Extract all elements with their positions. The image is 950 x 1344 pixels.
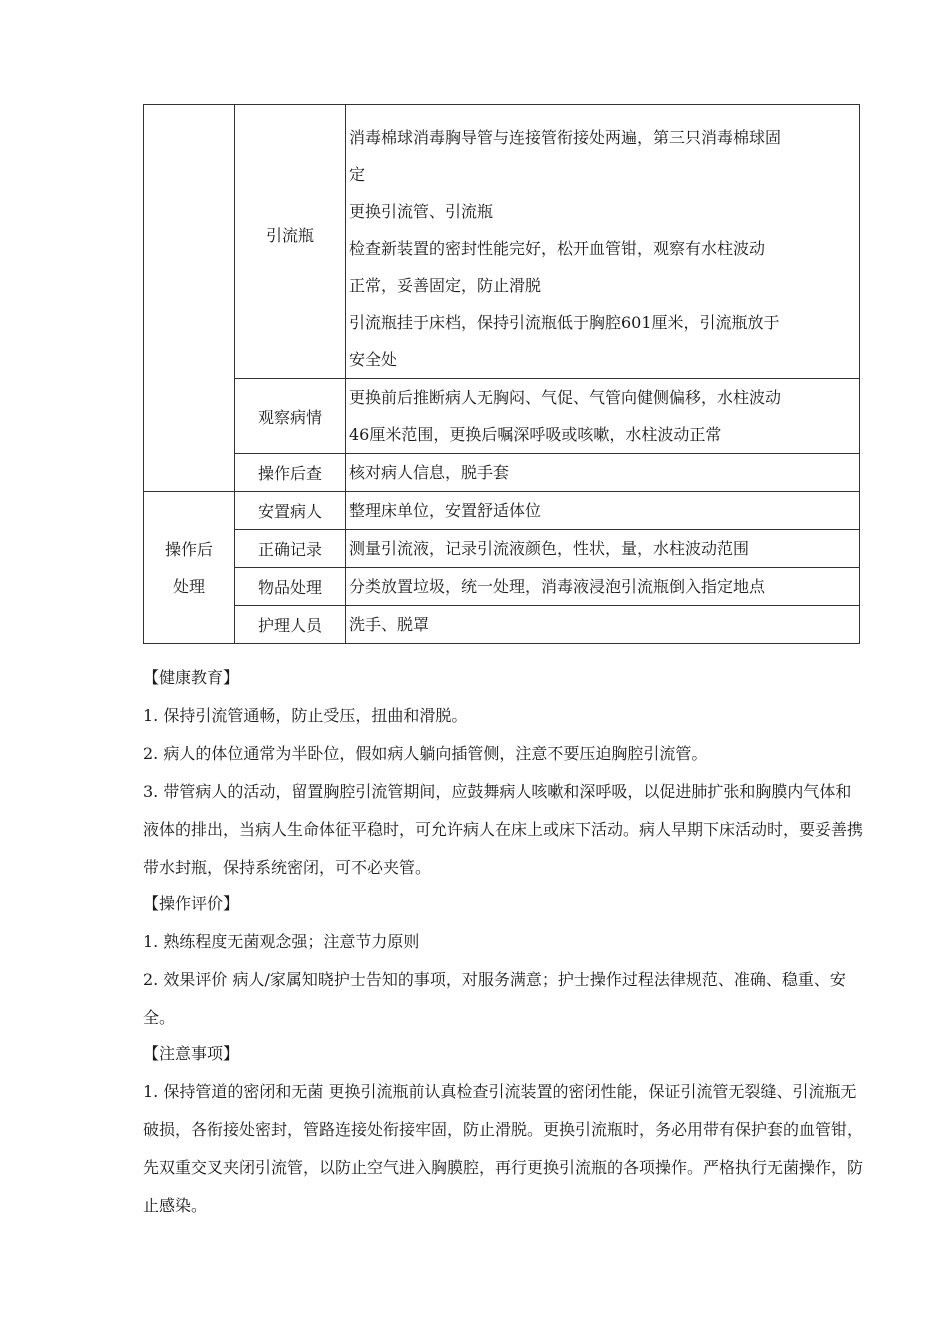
content-cell — [346, 105, 860, 379]
table-row — [144, 379, 860, 454]
content-line: 正常，妥善固定，防止滑脱 — [349, 276, 542, 295]
content-cell — [346, 454, 860, 492]
group-label: 操作后 — [164, 539, 213, 559]
table-row — [144, 530, 860, 568]
content-line: 测量引流液，记录引流液颜色，性状，量，水柱波动范围 — [349, 539, 750, 558]
group-cell-empty — [144, 105, 235, 492]
content-cell — [346, 568, 860, 606]
health-education-section — [143, 659, 863, 887]
content-line: 分类放置垃圾，统一处理，消毒液浸泡引流瓶倒入指定地点 — [349, 577, 766, 596]
content-line: 检查新装置的密封性能完好，松开血管钳，观察有水柱波动 — [349, 239, 766, 258]
paragraph: 1. 熟练程度无菌观念强；注意节力原则 — [143, 932, 420, 951]
procedure-table — [143, 104, 860, 644]
group-label: 处理 — [172, 576, 205, 596]
section-heading: 【健康教育】 — [143, 668, 240, 687]
content-line: 消毒棉球消毒胸导管与连接管衔接处两遍，第三只消毒棉球固 — [349, 128, 782, 147]
item-cell: 引流瓶 — [235, 105, 346, 379]
precautions-section — [143, 1035, 863, 1225]
paragraph: 1. 保持引流管通畅，防止受压，扭曲和滑脱。 — [143, 706, 468, 725]
content-cell — [346, 379, 860, 454]
table-row — [144, 454, 860, 492]
item-cell: 操作后查 — [235, 454, 346, 492]
content-line: 46厘米范围，更换后嘱深呼吸或咳嗽，水柱波动正常 — [349, 425, 722, 444]
table-row — [144, 105, 860, 379]
table-row — [144, 606, 860, 644]
content-line: 整理床单位，安置舒适体位 — [349, 501, 542, 520]
paragraph: 2. 病人的体位通常为半卧位，假如病人躺向插管侧，注意不要压迫胸腔引流管。 — [143, 744, 708, 763]
paragraph: 1. 保持管道的密闭和无菌 更换引流瓶前认真检查引流装置的密闭性能，保证引流管无裂缝、引流瓶无破损，各衔接处密封，管路连接处衔接牢固，防止滑脱。更换引流瓶时，务必用带有保护套的血管钳，先双重交叉夹闭引流管，以防止空气进入胸膜腔，再行更换引流瓶的各项操作。严格执行无菌操作，防止感染。 — [143, 1082, 864, 1215]
content-line: 核对病人信息，脱手套 — [349, 463, 510, 482]
content-line: 更换前后推断病人无胸闷、气促、气管向健侧偏移，水柱波动 — [349, 388, 782, 407]
item-cell: 正确记录 — [235, 530, 346, 568]
item-cell: 观察病情 — [235, 379, 346, 454]
paragraph: 2. 效果评价 病人/家属知晓护士告知的事项，对服务满意；护士操作过程法律规范、准确、稳重、安全。 — [143, 970, 846, 1027]
content-line: 洗手、脱罩 — [349, 615, 430, 634]
section-heading: 【注意事项】 — [143, 1044, 240, 1063]
section-heading: 【操作评价】 — [143, 894, 240, 913]
content-cell — [346, 492, 860, 530]
paragraph: 3. 带管病人的活动，留置胸腔引流管期间，应鼓舞病人咳嗽和深呼吸，以促进肺扩张和胸膜内气体和液体的排出，当病人生命体征平稳时，可允许病人在床上或床下活动。病人早期下床活动时，要妥善携带水封瓶，保持系统密闭，可不必夹管。 — [143, 782, 864, 877]
table-row — [144, 568, 860, 606]
content-cell — [346, 530, 860, 568]
operation-evaluation-section — [143, 885, 863, 1037]
content-cell — [346, 606, 860, 644]
content-line: 更换引流管、引流瓶 — [349, 202, 494, 221]
table-row — [144, 492, 860, 530]
content-line: 定 — [349, 165, 366, 184]
group-cell — [144, 492, 235, 644]
item-cell: 护理人员 — [235, 606, 346, 644]
item-cell: 安置病人 — [235, 492, 346, 530]
content-line: 安全处 — [349, 350, 398, 369]
content-line: 引流瓶挂于床档，保持引流瓶低于胸腔601厘米，引流瓶放于 — [349, 313, 780, 332]
item-cell: 物品处理 — [235, 568, 346, 606]
